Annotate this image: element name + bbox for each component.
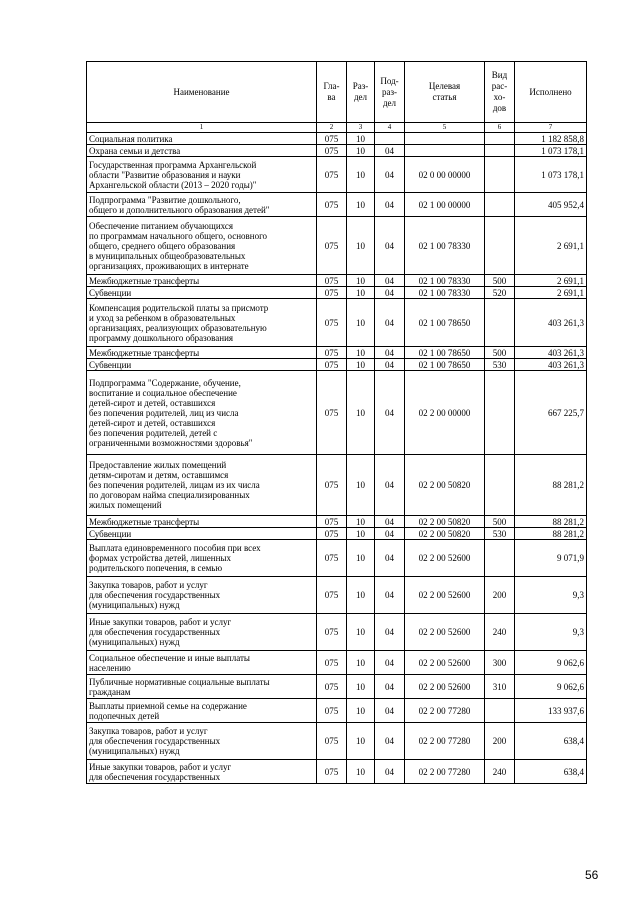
header-ispolneno: Исполнено xyxy=(515,62,587,123)
row-amount: 2 691,1 xyxy=(515,217,587,275)
row-glava: 075 xyxy=(317,347,347,359)
row-podrazdel: 04 xyxy=(375,699,405,723)
table-row xyxy=(87,614,587,651)
row-amount: 133 937,6 xyxy=(515,699,587,723)
row-glava: 075 xyxy=(317,275,347,287)
row-glava: 075 xyxy=(317,455,347,516)
row-tselevaya: 02 1 00 78650 xyxy=(405,299,485,347)
row-podrazdel: 04 xyxy=(375,455,405,516)
row-amount: 403 261,3 xyxy=(515,347,587,359)
row-vid xyxy=(485,157,515,193)
row-vid: 310 xyxy=(485,675,515,699)
table-row xyxy=(87,275,587,287)
row-tselevaya xyxy=(405,145,485,157)
row-amount: 88 281,2 xyxy=(515,516,587,528)
row-name: Компенсация родительской платы за присмотр и уход за ребенком в образовательных организациях, реализующих образовательную программу дошкольного образования xyxy=(87,299,317,347)
column-number-row xyxy=(87,123,587,133)
row-tselevaya: 02 2 00 50820 xyxy=(405,528,485,540)
row-amount: 403 261,3 xyxy=(515,359,587,371)
row-vid xyxy=(485,371,515,455)
row-name: Закупка товаров, работ и услуг для обеспечения государственных (муниципальных) нужд xyxy=(87,577,317,614)
table-row xyxy=(87,359,587,371)
table-row xyxy=(87,723,587,760)
row-vid xyxy=(485,540,515,577)
row-name: Социальная политика xyxy=(87,133,317,145)
table-row xyxy=(87,287,587,299)
row-tselevaya: 02 2 00 50820 xyxy=(405,516,485,528)
table-row xyxy=(87,540,587,577)
row-name: Межбюджетные трансферты xyxy=(87,347,317,359)
row-name: Предоставление жилых помещений детям-сиротам и детям, оставшимся без попечения родителей, лицам из их числа по договорам найма специализированных жилых помещений xyxy=(87,455,317,516)
row-glava: 075 xyxy=(317,133,347,145)
row-tselevaya: 02 1 00 78330 xyxy=(405,287,485,299)
row-name: Обеспечение питанием обучающихся по программам начального общего, основного общего, среднего общего образования в муниципальных общеобразовательных организациях, проживающих в интернате xyxy=(87,217,317,275)
row-razdel: 10 xyxy=(347,455,375,516)
row-tselevaya: 02 2 00 52600 xyxy=(405,651,485,675)
row-vid: 240 xyxy=(485,760,515,784)
row-name: Выплаты приемной семье на содержание подопечных детей xyxy=(87,699,317,723)
row-razdel: 10 xyxy=(347,217,375,275)
row-podrazdel: 04 xyxy=(375,675,405,699)
row-glava: 075 xyxy=(317,287,347,299)
row-podrazdel: 04 xyxy=(375,359,405,371)
row-tselevaya: 02 0 00 00000 xyxy=(405,157,485,193)
row-amount: 1 182 858,8 xyxy=(515,133,587,145)
row-amount: 1 073 178,1 xyxy=(515,157,587,193)
table-row xyxy=(87,516,587,528)
row-vid: 520 xyxy=(485,287,515,299)
row-vid: 200 xyxy=(485,577,515,614)
row-tselevaya: 02 2 00 77280 xyxy=(405,760,485,784)
row-tselevaya: 02 2 00 77280 xyxy=(405,699,485,723)
row-glava: 075 xyxy=(317,577,347,614)
table-row xyxy=(87,299,587,347)
row-tselevaya: 02 2 00 77280 xyxy=(405,723,485,760)
row-name: Закупка товаров, работ и услуг для обеспечения государственных (муниципальных) нужд xyxy=(87,723,317,760)
row-amount: 2 691,1 xyxy=(515,275,587,287)
row-name: Охрана семьи и детства xyxy=(87,145,317,157)
row-razdel: 10 xyxy=(347,675,375,699)
row-glava: 075 xyxy=(317,699,347,723)
column-number: 6 xyxy=(485,123,515,133)
row-name: Подпрограмма "Развитие дошкольного, общего и дополнительного образования детей" xyxy=(87,193,317,217)
row-amount: 2 691,1 xyxy=(515,287,587,299)
table-row xyxy=(87,193,587,217)
row-amount: 667 225,7 xyxy=(515,371,587,455)
header-row xyxy=(87,62,587,123)
row-glava: 075 xyxy=(317,193,347,217)
row-razdel: 10 xyxy=(347,157,375,193)
row-podrazdel: 04 xyxy=(375,347,405,359)
row-glava: 075 xyxy=(317,359,347,371)
row-podrazdel: 04 xyxy=(375,299,405,347)
row-name: Социальное обеспечение и иные выплаты населению xyxy=(87,651,317,675)
header-razdel: Раз- дел xyxy=(347,62,375,123)
row-amount: 9 071,9 xyxy=(515,540,587,577)
row-glava: 075 xyxy=(317,540,347,577)
page-number: 56 xyxy=(585,868,599,882)
row-podrazdel xyxy=(375,133,405,145)
row-tselevaya xyxy=(405,133,485,145)
row-glava: 075 xyxy=(317,614,347,651)
table-body xyxy=(87,133,587,784)
table-row xyxy=(87,651,587,675)
row-razdel: 10 xyxy=(347,133,375,145)
header-name: Наименование xyxy=(87,62,317,123)
table-row xyxy=(87,675,587,699)
row-tselevaya: 02 2 00 52600 xyxy=(405,577,485,614)
row-razdel: 10 xyxy=(347,145,375,157)
row-name: Субвенции xyxy=(87,287,317,299)
row-podrazdel: 04 xyxy=(375,723,405,760)
row-tselevaya: 02 1 00 78330 xyxy=(405,275,485,287)
row-tselevaya: 02 2 00 52600 xyxy=(405,675,485,699)
row-amount: 9 062,6 xyxy=(515,675,587,699)
table-row xyxy=(87,133,587,145)
row-name: Государственная программа Архангельской области "Развитие образования и науки Архангельской области (2013 – 2020 годы)" xyxy=(87,157,317,193)
row-razdel: 10 xyxy=(347,614,375,651)
table-row xyxy=(87,157,587,193)
row-amount: 638,4 xyxy=(515,760,587,784)
row-podrazdel: 04 xyxy=(375,614,405,651)
row-podrazdel: 04 xyxy=(375,540,405,577)
row-podrazdel: 04 xyxy=(375,577,405,614)
row-razdel: 10 xyxy=(347,516,375,528)
row-razdel: 10 xyxy=(347,299,375,347)
row-vid: 240 xyxy=(485,614,515,651)
row-tselevaya: 02 1 00 00000 xyxy=(405,193,485,217)
row-glava: 075 xyxy=(317,157,347,193)
row-tselevaya: 02 2 00 50820 xyxy=(405,455,485,516)
row-podrazdel: 04 xyxy=(375,760,405,784)
row-podrazdel: 04 xyxy=(375,287,405,299)
row-glava: 075 xyxy=(317,217,347,275)
row-razdel: 10 xyxy=(347,359,375,371)
row-tselevaya: 02 2 00 00000 xyxy=(405,371,485,455)
row-podrazdel: 04 xyxy=(375,528,405,540)
row-podrazdel: 04 xyxy=(375,157,405,193)
row-razdel: 10 xyxy=(347,347,375,359)
row-amount: 9 062,6 xyxy=(515,651,587,675)
row-podrazdel: 04 xyxy=(375,371,405,455)
table-row xyxy=(87,347,587,359)
column-number: 4 xyxy=(375,123,405,133)
row-amount: 638,4 xyxy=(515,723,587,760)
row-razdel: 10 xyxy=(347,699,375,723)
column-number: 2 xyxy=(317,123,347,133)
row-vid: 300 xyxy=(485,651,515,675)
row-glava: 075 xyxy=(317,651,347,675)
row-glava: 075 xyxy=(317,371,347,455)
row-glava: 075 xyxy=(317,528,347,540)
row-amount: 1 073 178,1 xyxy=(515,145,587,157)
header-tselevaya: Целевая статья xyxy=(405,62,485,123)
row-vid: 530 xyxy=(485,528,515,540)
row-name: Иные закупки товаров, работ и услуг для обеспечения государственных xyxy=(87,760,317,784)
row-tselevaya: 02 1 00 78650 xyxy=(405,347,485,359)
header-glava: Гла- ва xyxy=(317,62,347,123)
row-podrazdel: 04 xyxy=(375,275,405,287)
row-name: Подпрограмма "Содержание, обучение, воспитание и социальное обеспечение детей-сирот и детей, оставшихся без попечения родителей, лиц из числа детей-сирот и детей, оставшихся без попечения родителей, детей с ограниченными возможностями здоровья" xyxy=(87,371,317,455)
row-vid xyxy=(485,699,515,723)
row-glava: 075 xyxy=(317,299,347,347)
row-vid: 500 xyxy=(485,275,515,287)
row-razdel: 10 xyxy=(347,723,375,760)
row-vid: 500 xyxy=(485,516,515,528)
row-podrazdel: 04 xyxy=(375,217,405,275)
row-amount: 88 281,2 xyxy=(515,528,587,540)
row-vid: 530 xyxy=(485,359,515,371)
budget-table xyxy=(86,61,587,784)
row-razdel: 10 xyxy=(347,193,375,217)
row-razdel: 10 xyxy=(347,760,375,784)
row-tselevaya: 02 2 00 52600 xyxy=(405,614,485,651)
row-vid xyxy=(485,455,515,516)
row-razdel: 10 xyxy=(347,275,375,287)
column-number: 3 xyxy=(347,123,375,133)
row-podrazdel: 04 xyxy=(375,193,405,217)
column-number: 1 xyxy=(87,123,317,133)
table-row xyxy=(87,699,587,723)
row-razdel: 10 xyxy=(347,577,375,614)
row-razdel: 10 xyxy=(347,540,375,577)
row-podrazdel: 04 xyxy=(375,145,405,157)
row-podrazdel: 04 xyxy=(375,651,405,675)
table-row xyxy=(87,528,587,540)
row-glava: 075 xyxy=(317,516,347,528)
table-row xyxy=(87,217,587,275)
row-amount: 9,3 xyxy=(515,614,587,651)
row-glava: 075 xyxy=(317,145,347,157)
row-vid: 200 xyxy=(485,723,515,760)
row-vid xyxy=(485,217,515,275)
header-podrazdel: Под- раз- дел xyxy=(375,62,405,123)
row-name: Субвенции xyxy=(87,528,317,540)
row-podrazdel: 04 xyxy=(375,516,405,528)
row-name: Иные закупки товаров, работ и услуг для обеспечения государственных (муниципальных) нужд xyxy=(87,614,317,651)
row-name: Публичные нормативные социальные выплаты гражданам xyxy=(87,675,317,699)
table-row xyxy=(87,455,587,516)
row-vid: 500 xyxy=(485,347,515,359)
table-row xyxy=(87,577,587,614)
row-amount: 403 261,3 xyxy=(515,299,587,347)
row-vid xyxy=(485,145,515,157)
row-tselevaya: 02 1 00 78650 xyxy=(405,359,485,371)
row-name: Субвенции xyxy=(87,359,317,371)
row-amount: 9,3 xyxy=(515,577,587,614)
row-vid xyxy=(485,299,515,347)
row-razdel: 10 xyxy=(347,287,375,299)
row-vid xyxy=(485,133,515,145)
row-glava: 075 xyxy=(317,760,347,784)
table-row xyxy=(87,145,587,157)
row-name: Межбюджетные трансферты xyxy=(87,516,317,528)
row-razdel: 10 xyxy=(347,371,375,455)
table-row xyxy=(87,760,587,784)
row-name: Выплата единовременного пособия при всех формах устройства детей, лишенных родительского попечения, в семью xyxy=(87,540,317,577)
row-tselevaya: 02 1 00 78330 xyxy=(405,217,485,275)
row-razdel: 10 xyxy=(347,528,375,540)
row-razdel: 10 xyxy=(347,651,375,675)
row-tselevaya: 02 2 00 52600 xyxy=(405,540,485,577)
column-number: 5 xyxy=(405,123,485,133)
column-number: 7 xyxy=(515,123,587,133)
row-name: Межбюджетные трансферты xyxy=(87,275,317,287)
row-vid xyxy=(485,193,515,217)
row-glava: 075 xyxy=(317,723,347,760)
table-row xyxy=(87,371,587,455)
row-amount: 88 281,2 xyxy=(515,455,587,516)
row-glava: 075 xyxy=(317,675,347,699)
row-amount: 405 952,4 xyxy=(515,193,587,217)
header-vid: Вид рас- хо- дов xyxy=(485,62,515,123)
